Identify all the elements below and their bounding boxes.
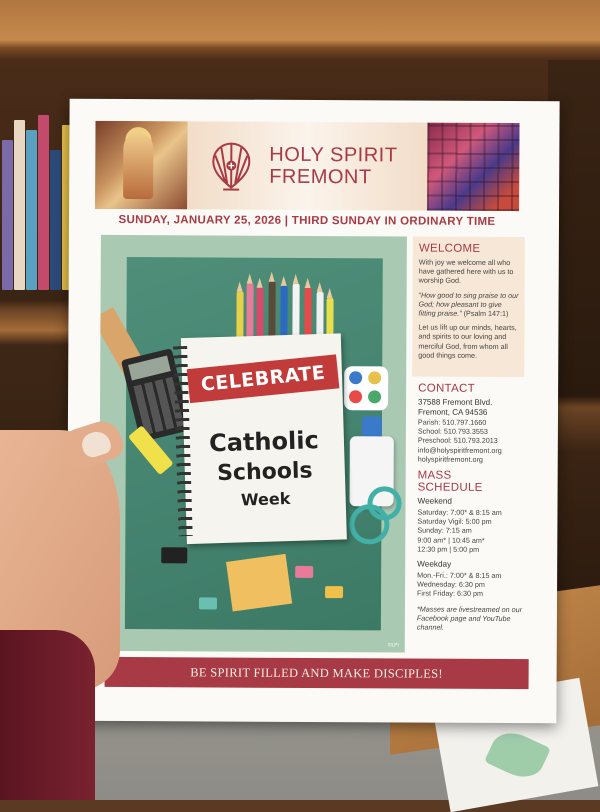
weekend-time: Sunday: 7:15 am [417, 525, 472, 536]
welcome-closing: Let us lift up our minds, hearts, and spirits to our loving and merciful God, from whom all good things come. [418, 322, 517, 360]
mass-schedule-section [411, 470, 524, 633]
eraser [199, 597, 217, 609]
weekday-time: Wednesday: 6:30 pm [417, 579, 485, 590]
parish-bulletin [66, 99, 559, 724]
weekend-time: Saturday Vigil: 5:00 pm [417, 516, 492, 527]
notepad [181, 333, 347, 544]
poster-schools: Schools [216, 458, 313, 487]
celebrate-banner [187, 354, 340, 403]
contact-website: holyspiritfremont.org [417, 454, 483, 464]
parish-name-line1: HOLY SPIRIT [269, 143, 398, 167]
eraser [295, 566, 313, 578]
weekday-label: Weekday [417, 559, 452, 569]
books-on-shelf [0, 110, 78, 290]
sticky-note [226, 554, 292, 612]
catholic-schools-week-poster [99, 235, 407, 653]
contact-parish-phone: Parish: 510.797.1660 [417, 417, 487, 427]
weekend-time: Saturday: 7:00* & 8:15 am [417, 507, 502, 518]
poster-credit: ©LPi [387, 642, 399, 649]
poster-week: Week [240, 488, 291, 510]
paint-palette-icon [344, 366, 388, 410]
mass-title-line1: MASS [417, 469, 452, 482]
shell-cross-logo-icon [203, 135, 259, 195]
contact-section [412, 383, 524, 465]
welcome-intro: With joy we welcome all who have gathered here with us to worship God. [418, 257, 514, 286]
weekend-time: 12:30 pm | 5:00 pm [417, 544, 480, 554]
stained-glass-image [427, 123, 519, 211]
contact-preschool-phone: Preschool: 510.793.2013 [417, 435, 498, 446]
welcome-section [412, 237, 525, 378]
welcome-title: WELCOME [418, 242, 481, 255]
parish-name-line2: FREMONT [269, 165, 372, 189]
welcome-quote-text: “How good to sing praise to our God; how pleasant to give fitting praise.” [418, 290, 519, 318]
mass-title-line2: SCHEDULE [417, 481, 483, 494]
poster-catholic: Catholic [208, 426, 320, 458]
contact-title: CONTACT [418, 382, 475, 395]
bulletin-date: SUNDAY, JANUARY 25, 2026 | THIRD SUNDAY IN ORDINARY TIME [118, 213, 496, 228]
eraser [325, 586, 343, 598]
welcome-citation: (Psalm 147:1) [463, 308, 509, 319]
contact-address1: 37588 Fremont Blvd. [418, 397, 493, 407]
bulletin-sidebar [411, 237, 525, 633]
sweater-sleeve [0, 630, 95, 800]
contact-school-phone: School: 510.793.3553 [417, 426, 488, 437]
parish-name [269, 144, 397, 189]
weekday-time: First Friday: 6:30 pm [417, 588, 483, 599]
welcome-quote [418, 290, 518, 318]
weekend-label: Weekend [417, 496, 453, 506]
bulletin-header [95, 121, 519, 211]
weekday-time: Mon.-Fri.: 7:00* & 8:15 am [417, 570, 502, 581]
contact-email: info@holyspiritfremont.org [417, 445, 502, 455]
contact-address2: Fremont, CA 94536 [417, 407, 488, 417]
saint-mosaic-image [95, 121, 187, 209]
scissors-handle [367, 486, 401, 520]
bulletin-footer-motto: BE SPIRIT FILLED AND MAKE DISCIPLES! [105, 657, 529, 689]
celebrate-text: CELEBRATE [199, 361, 327, 396]
weekend-time: 9:00 am* | 10:45 am* [417, 535, 485, 545]
livestream-note: *Masses are livestreamed on our Facebook page and YouTube channel. [416, 604, 523, 632]
binder-clip-icon [161, 547, 187, 563]
